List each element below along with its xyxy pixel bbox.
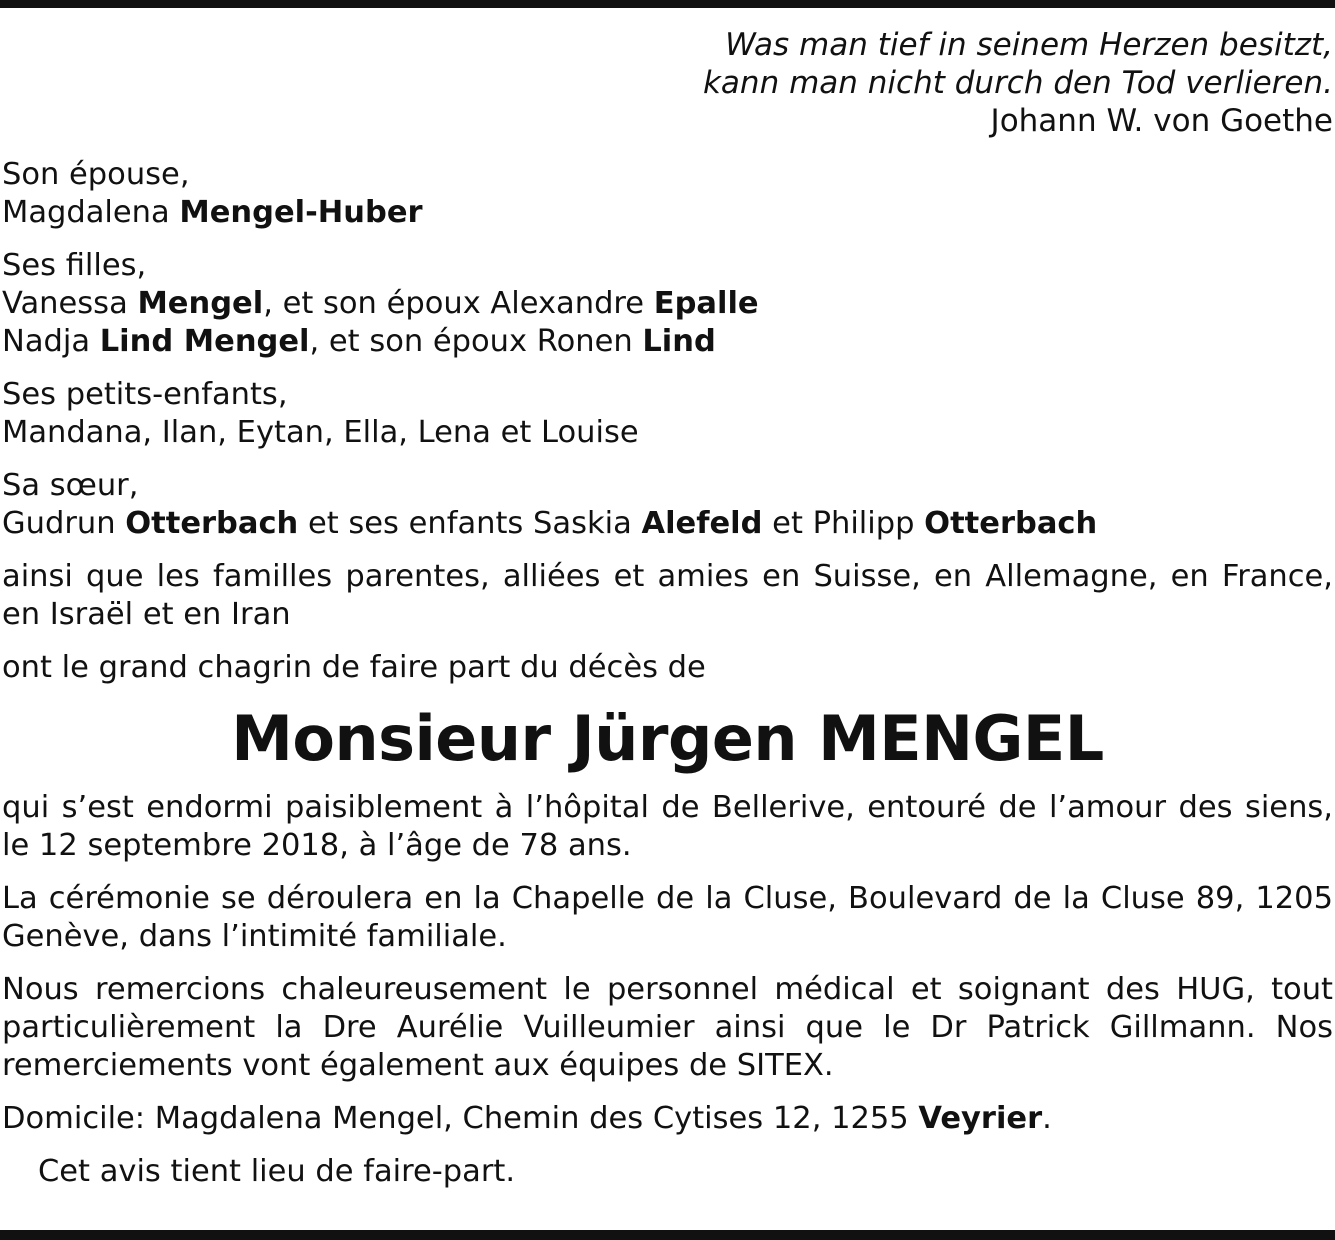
sister-child-1-last: Alefeld bbox=[641, 506, 763, 541]
daughters-section bbox=[2, 247, 1333, 361]
daughter-1-partner-intro: , et son époux Alexandre bbox=[263, 286, 654, 321]
spouse-first-name: Magdalena bbox=[2, 195, 180, 230]
spouse-section bbox=[2, 156, 1333, 232]
obituary-body bbox=[2, 156, 1333, 1206]
sister-last: Otterbach bbox=[125, 506, 299, 541]
announcement-paragraph bbox=[2, 649, 1333, 687]
sister-child-2-intro: et Philipp bbox=[762, 506, 925, 541]
quote-author: Johann W. von Goethe bbox=[990, 103, 1333, 139]
daughter-1-partner-last: Epalle bbox=[653, 286, 759, 321]
families-paragraph bbox=[2, 558, 1333, 634]
sister-family bbox=[2, 505, 1333, 543]
passing-paragraph bbox=[2, 789, 1333, 865]
quote-line-1: Was man tief in seinem Herzen besitzt, bbox=[725, 27, 1333, 63]
closing-text: Cet avis tient lieu de faire-part. bbox=[38, 1154, 516, 1189]
thanks-paragraph bbox=[2, 971, 1333, 1085]
domicile-end: . bbox=[1042, 1101, 1052, 1136]
domicile-text bbox=[2, 1100, 1333, 1138]
domicile-city: Veyrier bbox=[918, 1101, 1043, 1136]
ceremony-paragraph bbox=[2, 880, 1333, 956]
bottom-border-rule bbox=[0, 1230, 1335, 1240]
thanks-text: Nous remercions chaleureusement le personnel médical et soignant des HUG, tout particulièrement la Dre Aurélie Vuilleumier ainsi que le Dr Patrick Gillmann. Nos remerciements vont également aux équipes de SITEX. bbox=[2, 972, 1333, 1083]
spouse-last-name: Mengel-Huber bbox=[179, 195, 423, 230]
deceased-name: Monsieur Jürgen MENGEL bbox=[231, 702, 1104, 775]
daughter-2-partner-intro: , et son époux Ronen bbox=[309, 324, 643, 359]
daughters-heading: Ses filles, bbox=[2, 248, 147, 283]
domicile-address: Domicile: Magdalena Mengel, Chemin des Cytises 12, 1255 bbox=[2, 1101, 919, 1136]
sister-first: Gudrun bbox=[2, 506, 126, 541]
daughter-2-partner-last: Lind bbox=[642, 324, 716, 359]
daughter-1 bbox=[2, 285, 1333, 323]
closing-paragraph bbox=[2, 1153, 1333, 1191]
families-text: ainsi que les familles parentes, alliées et amies en Suisse, en Allemagne, en France, en Israël et en Iran bbox=[2, 559, 1333, 632]
ceremony-text: La cérémonie se déroulera en la Chapelle de la Cluse, Boulevard de la Cluse 89, 1205 Genève, dans l’intimité familiale. bbox=[2, 881, 1333, 954]
grandchildren-names: Mandana, Ilan, Eytan, Ella, Lena et Louise bbox=[2, 415, 639, 450]
daughter-2 bbox=[2, 323, 1333, 361]
sister-section bbox=[2, 467, 1333, 543]
quote-line-2: kann man nicht durch den Tod verlieren. bbox=[702, 65, 1333, 101]
grandchildren-heading: Ses petits-enfants, bbox=[2, 377, 288, 412]
grandchildren-section bbox=[2, 376, 1333, 452]
daughter-1-first: Vanessa bbox=[2, 286, 138, 321]
announcement-text: ont le grand chagrin de faire part du décès de bbox=[2, 650, 706, 685]
sister-heading: Sa sœur, bbox=[2, 468, 139, 503]
daughter-2-first: Nadja bbox=[2, 324, 100, 359]
passing-text: qui s’est endormi paisiblement à l’hôpital de Bellerive, entouré de l’amour des siens, le 12 septembre 2018, à l’âge de 78 ans. bbox=[2, 790, 1333, 863]
domicile-paragraph bbox=[2, 1100, 1333, 1138]
daughter-1-last: Mengel bbox=[137, 286, 264, 321]
daughter-2-last: Lind Mengel bbox=[99, 324, 310, 359]
spouse-name bbox=[2, 194, 1333, 232]
sister-children-intro: et ses enfants Saskia bbox=[298, 506, 642, 541]
epigraph-quote bbox=[703, 26, 1333, 140]
spouse-heading: Son épouse, bbox=[2, 157, 190, 192]
top-border-rule bbox=[0, 0, 1335, 8]
sister-child-2-last: Otterbach bbox=[924, 506, 1098, 541]
